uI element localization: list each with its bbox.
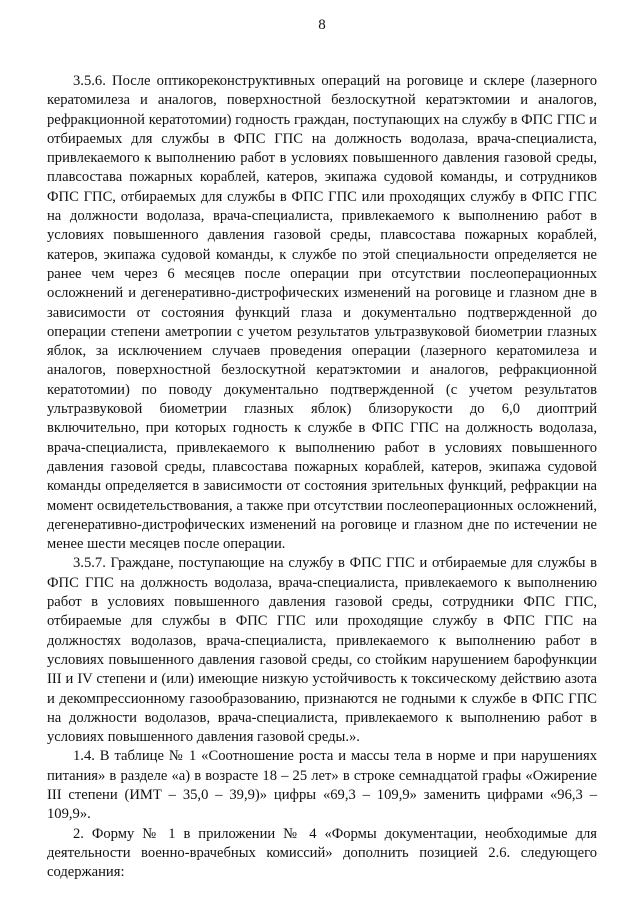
paragraph-1-4: 1.4. В таблице № 1 «Соотношение роста и массы тела в норме и при нарушениях питания» в разделе «а) в возрасте 18 – 25 лет» в строке семнадцатой графы «Ожирение III степени (ИМТ – 35,0 – 39,9)» цифры «69,3 – 109,9» заменить цифрами «96,3 – 109,9».	[47, 748, 597, 823]
paragraph-3-5-7: 3.5.7. Граждане, поступающие на службу в ФПС ГПС и отбираемые для службы в ФПС ГПС на должность водолаза, врача-специалиста, привлекаемого к выполнению работ в условиях повышенного давления газовой среды, сотрудники ФПС ГПС, отбираемые для службы в ФПС ГПС или проходящие службу в ФПС ГПС на должностях водолазов, врача-специалиста, привлекаемого к выполнению работ в условиях повышенного давления газовой среды, со стойким нарушением барофункции III и IV степени и (или) имеющие низкую устойчивость к токсическому действию азота и декомпрессионному газообразованию, признаются не годными к службе в ФПС ГПС на должности водолазов, врача-специалиста, привлекаемого к выполнению работ в условиях повышенного давления газовой среды.».	[47, 555, 597, 746]
page-number: 8	[318, 17, 326, 33]
paragraph-3-5-6: 3.5.6. После оптикореконструктивных операций на роговице и склере (лазерного кератомилеза и аналогов, поверхностной безлоскутной кератэктомии и аналогов, рефракционной кератотомии) годность граждан, поступающих на службу в ФПС ГПС и отбираемых для службы в ФПС ГПС на должность водолаза, врача-специалиста, привлекаемого к выполнению работ в условиях повышенного давления газовой среды, плавсостава пожарных кораблей, катеров, экипажа судовой команды, и сотрудников ФПС ГПС, отбираемых для службы в ФПС ГПС или проходящих службу в ФПС ГПС на должности водолаза, врача-специалиста, привлекаемого к выполнению работ в условиях повышенного давления газовой среды, плавсостава пожарных кораблей, катеров, экипажа судовой команды, к службе по этой специальности определяется не ранее чем через 6 месяцев после операции при отсутствии послеоперационных осложнений и дегенеративно-дистрофических изменений на роговице и глазном дне в зависимости от состояния функций глаза и документально подтвержденной до операции степени аметропии с учетом результатов ультразвуковой биометрии глазных яблок, за исключением случаев проведения операции (лазерного кератомилеза и аналогов, поверхностной безлоскутной кератэктомии и аналогов, рефракционной кератотомии) по поводу документально подтвержденной (с учетом результатов ультразвуковой биометрии глазных яблок) близорукости до 6,0 диоптрий включительно, при которых годность к службе в ФПС ГПС на должность водолаза, врача-специалиста, привлекаемого к выполнению работ в условиях повышенного давления газовой среды, плавсостава пожарных кораблей, катеров, экипажа судовой команды определяется в зависимости от состояния зрительных функций, рефракции на момент освидетельствования, а также при отсутствии послеоперационных осложнений, дегенеративно-дистрофических изменений на роговице и глазном дне по истечении не менее шести месяцев после операции.	[47, 73, 597, 553]
paragraph-2: 2. Форму № 1 в приложении № 4 «Формы документации, необходимые для деятельности военно-врачебных комиссий» дополнить позицией 2.6. следующего содержания:	[47, 825, 597, 881]
